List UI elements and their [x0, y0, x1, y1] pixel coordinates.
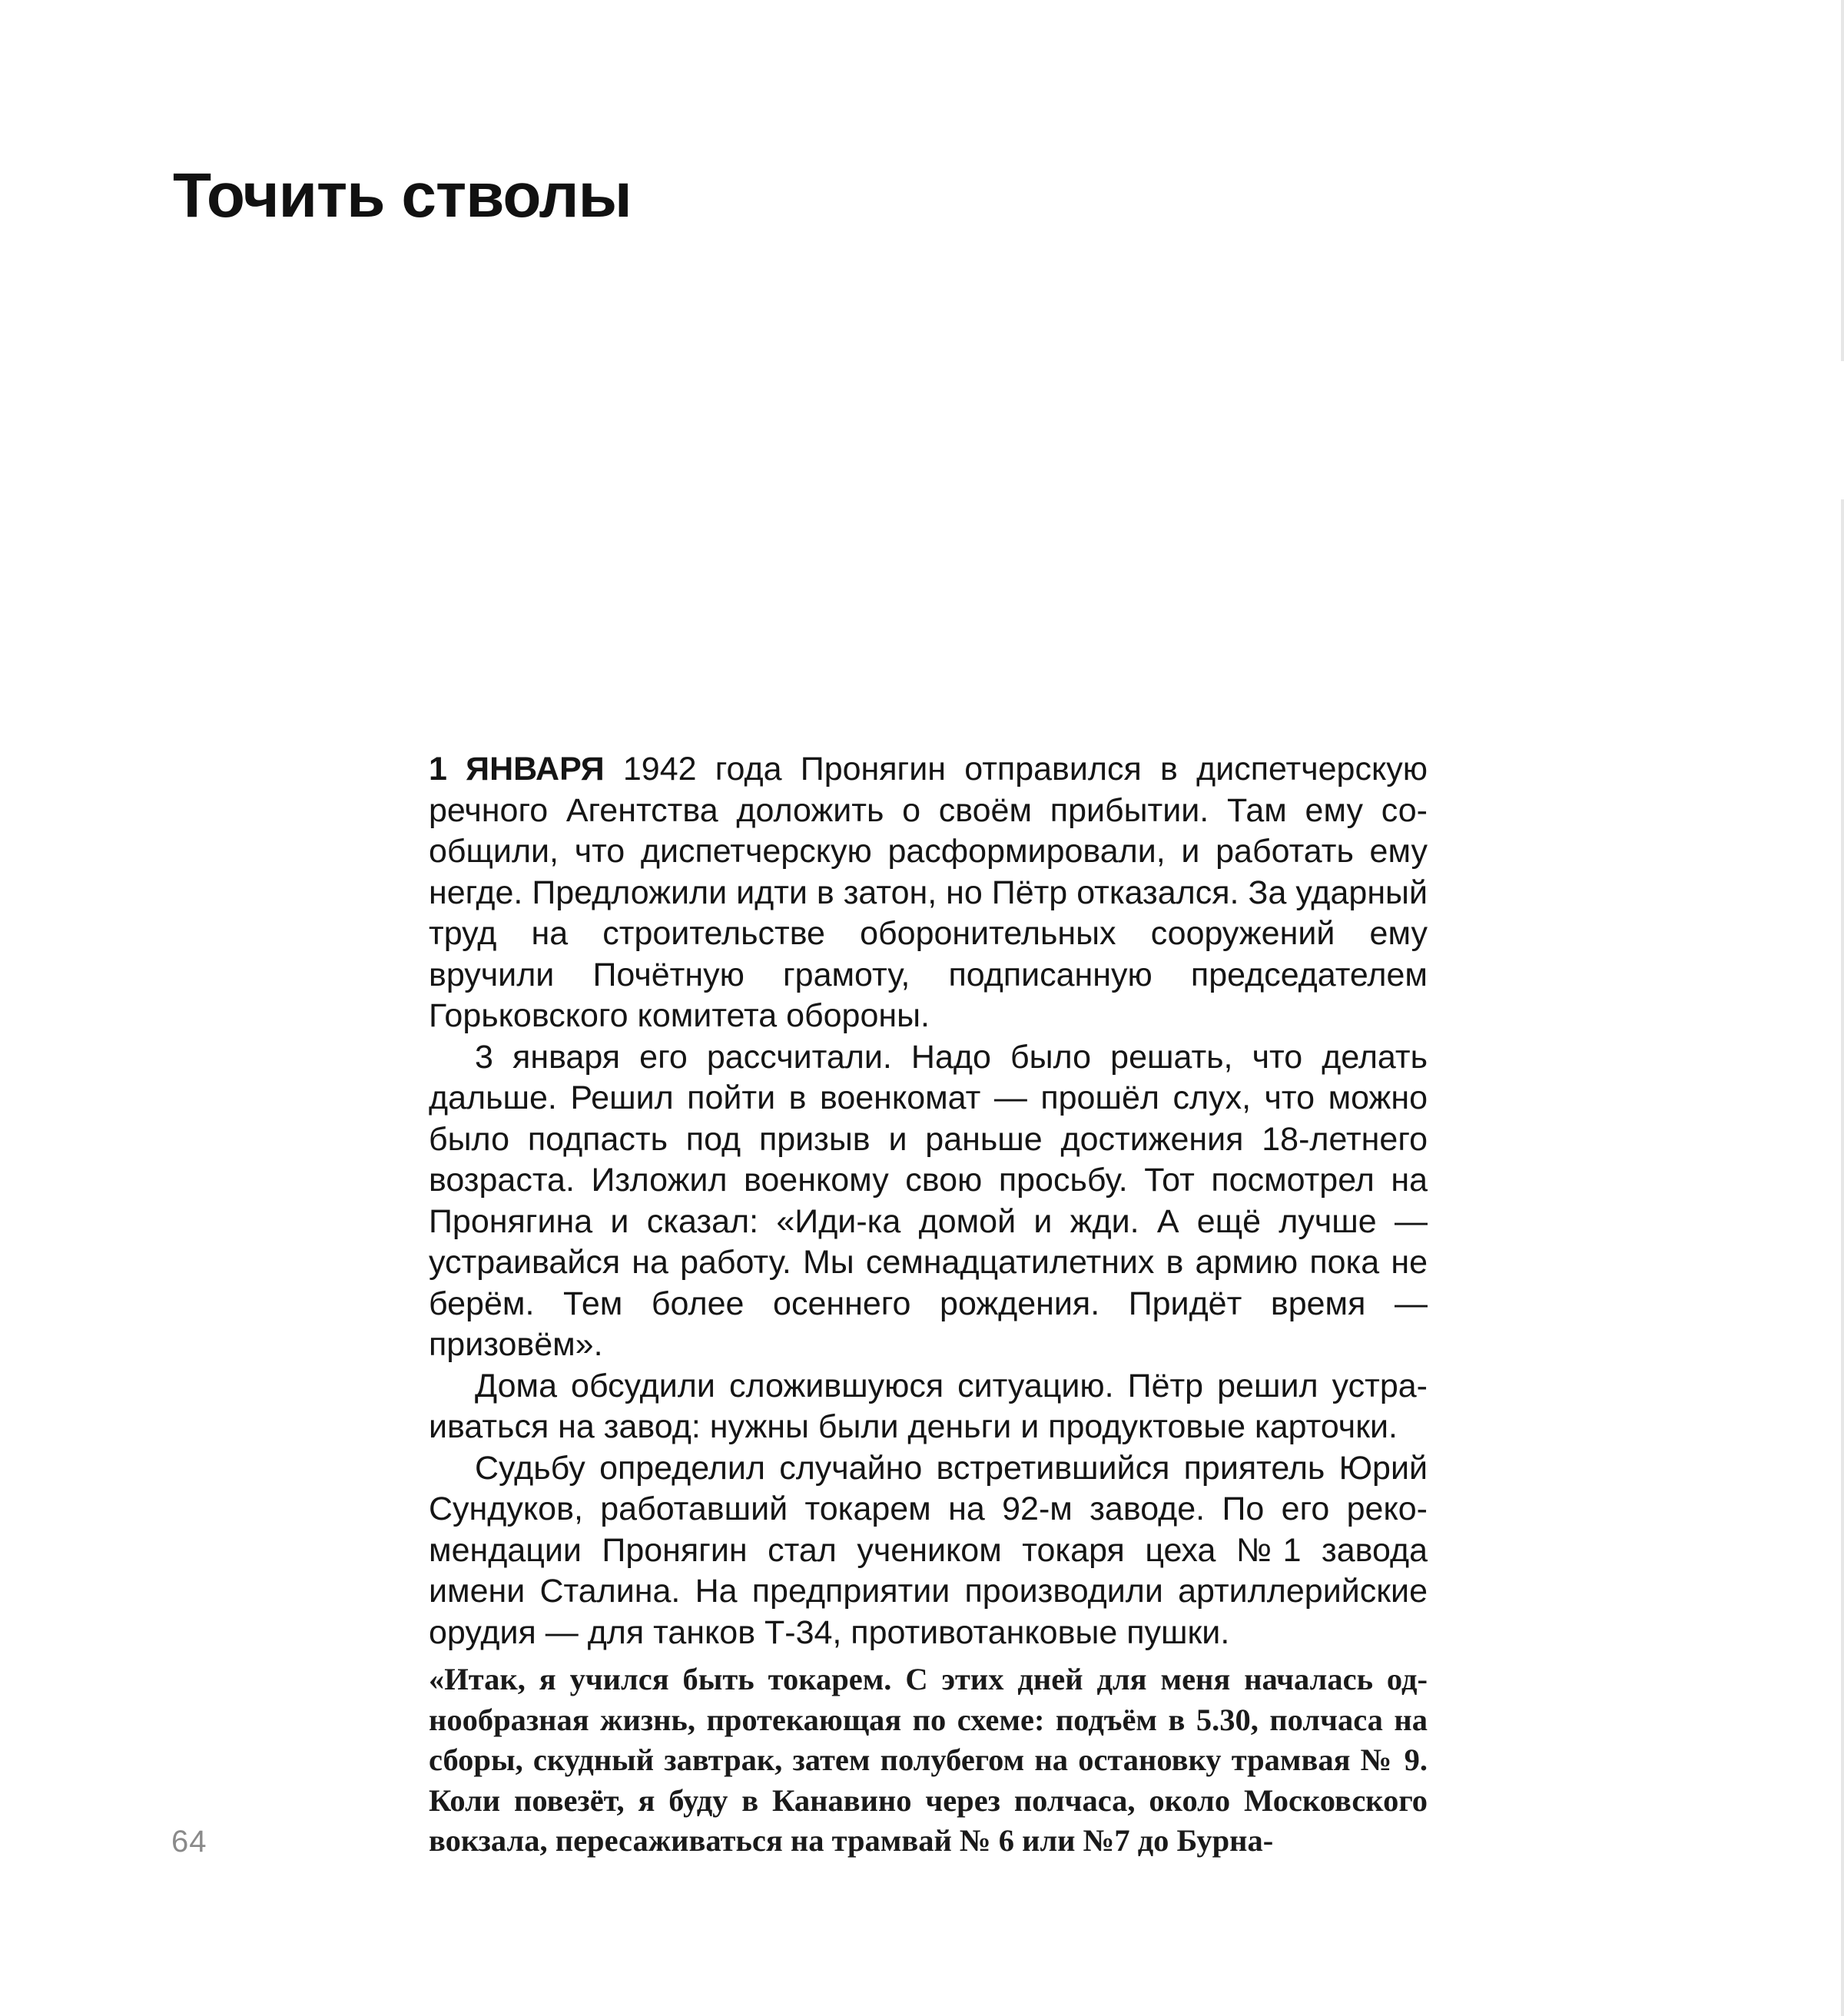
paragraph-3: Дома обсудили сложившуюся ситуацию. Пётр решил устраиваться на завод: нужны были деньги и продуктовые карточки.: [429, 1367, 1428, 1445]
main-text: [429, 749, 1428, 1653]
paragraph-2: 3 января его рассчитали. Надо было решать, что делать дальше. Решил пойти в военкомат — прошёл слух, что можно было подпасть под призыв и раньше достижения 18-летнего возраста. Изложил военкому свою просьбу. Тот посмотрел на Пронягина и сказал: «Иди-ка домой и жди. А ещё лучше — устраивайся на работу. Мы семнадцатилетних в армию пока не берём. Тем более осеннего рождения. Придёт время — призовём».: [429, 1038, 1428, 1363]
paragraph-4: Судьбу определил случайно встретившийся приятель Юрий Сундуков, работавший токарем на 92-м заводе. По его рекомендации Пронягин стал учеником токаря цеха №1 завода имени Сталина. На предприятии производили артиллерийские орудия — для танков Т-34, противотанковые пушки.: [429, 1449, 1428, 1651]
lead-date: 1 ЯНВАРЯ: [429, 751, 605, 788]
paragraph-1: [429, 749, 1428, 1037]
page-edge-mark-bottom: [1841, 499, 1844, 2016]
paragraph-1-text: 1942 года Пронягин отправился в диспетчерскую речного Агентства доложить о своём прибытии. Там ему сообщили, что диспетчерскую расформировали, и работать ему негде. Предложили идти в затон, но Пётр отказался. За ударный труд на строительстве оборонительных сооружений ему вручили Почётную грамоту, подписанную председателем Горьковского комитета обороны.: [429, 751, 1428, 1034]
memoir-quote: [429, 1660, 1428, 1862]
chapter-title: Точить стволы: [173, 161, 632, 230]
quote-paragraph: «Итак, я учился быть токарем. С этих дней для меня началась однообразная жизнь, протекающая по схеме: подъём в 5.30, полчаса на сборы, скудный завтрак, затем полубегом на остановку трамвая № 9. Коли повезёт, я буду в Канавино через полчаса, около Московского вокзала, пересаживаться на трамвай № 6 или №7 до Бурна-: [429, 1662, 1428, 1858]
page-edge-mark-top: [1841, 0, 1844, 361]
page-number: 64: [171, 1825, 207, 1858]
